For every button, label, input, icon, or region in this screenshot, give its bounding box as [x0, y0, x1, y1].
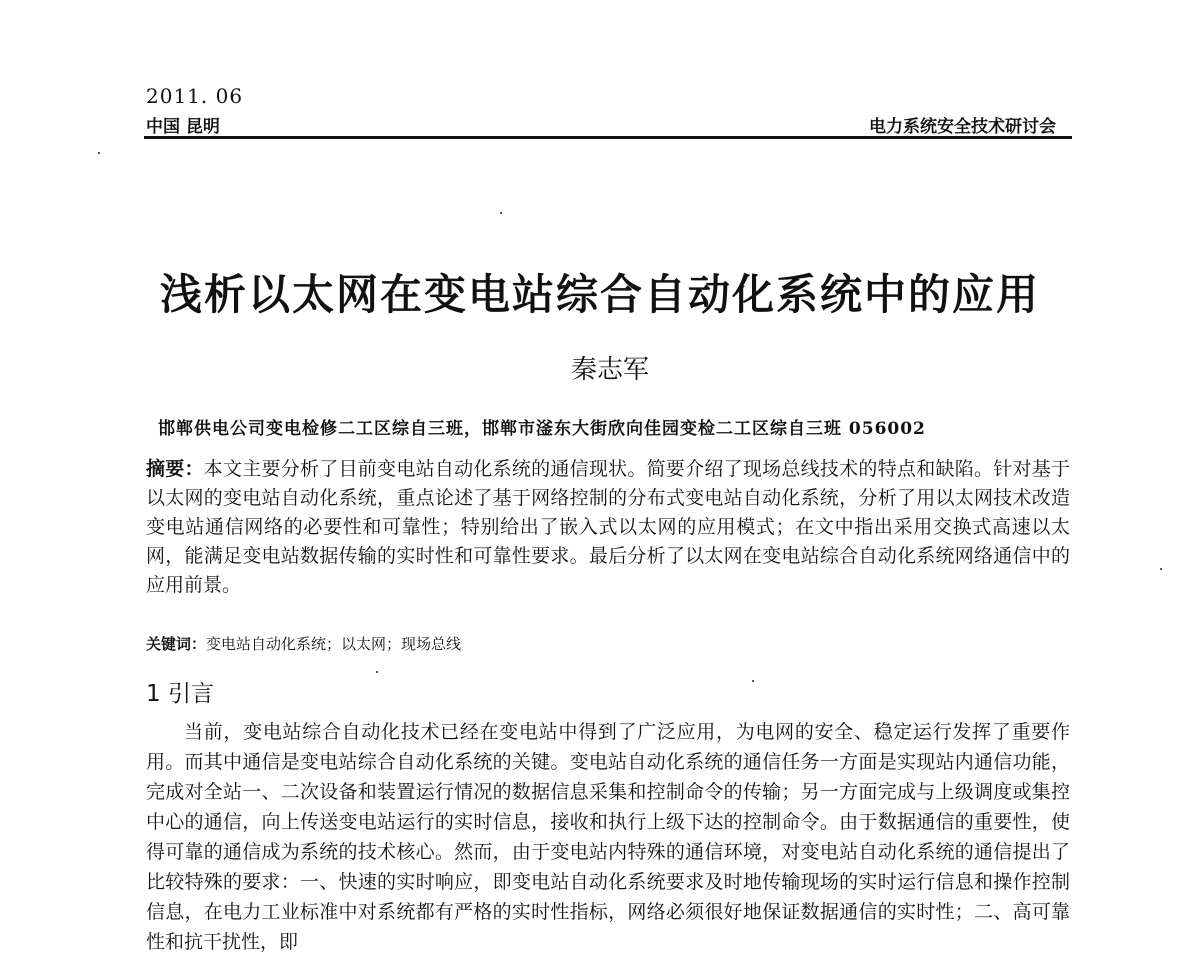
scan-speck: [1160, 568, 1162, 570]
scan-speck: [500, 212, 502, 214]
paper-affiliation: 邯郸供电公司变电检修二工区综自三班，邯郸市滏东大街欣向佳园变检二工区综自三班 056002: [158, 419, 926, 439]
paper-author: 秦志军: [570, 355, 649, 385]
section-heading: 1 引言: [146, 681, 214, 707]
header-conference: 电力系统安全技术研讨会: [869, 117, 1056, 137]
abstract-label: 摘要：: [146, 458, 204, 480]
keywords-line: [146, 633, 461, 654]
running-header: [146, 112, 1070, 136]
scan-speck: [752, 680, 754, 682]
scan-speck: [376, 671, 378, 673]
header-location: 中国 昆明: [146, 117, 220, 137]
section-body: 当前，变电站综合自动化技术已经在变电站中得到了广泛应用，为电网的安全、稳定运行发挥了重要作用。而其中通信是变电站综合自动化系统的关键。变电站自动化系统的通信任务一方面是实现站内通信功能，完成对全站一、二次设备和装置运行情况的数据信息采集和控制命令的传输；另一方面完成与上级调度或集控中心的通信，向上传送变电站运行的实时信息，接收和执行上级下达的控制命令。由于数据通信的重要性，使得可靠的通信成为系统的技术核心。然而，由于变电站内特殊的通信环境，对变电站自动化系统的通信提出了比较特殊的要求：一、快速的实时响应，即变电站自动化系统要求及时地传输现场的实时运行信息和操作控制信息，在电力工业标准中对系统都有严格的实时性指标，网络必须很好地保证数据通信的实时性；二、高可靠性和抗干扰性，即: [146, 721, 1070, 953]
paper-title: 浅析以太网在变电站综合自动化系统中的应用: [159, 270, 1040, 319]
header-rule: [144, 136, 1072, 139]
abstract-text: 本文主要分析了目前变电站自动化系统的通信现状。简要介绍了现场总线技术的特点和缺陷。针对基于以太网的变电站自动化系统，重点论述了基于网络控制的分布式变电站自动化系统，分析了用以太网技术改造变电站通信网络的必要性和可靠性；特别给出了嵌入式以太网的应用模式；在文中指出采用交换式高速以太网，能满足变电站数据传输的实时性和可靠性要求。最后分析了以太网在变电站综合自动化系统网络通信中的应用前景。: [146, 458, 1070, 596]
scan-speck: [98, 152, 100, 154]
keywords-text: 变电站自动化系统；以太网；现场总线: [206, 635, 462, 653]
keywords-label: 关键词：: [146, 635, 207, 653]
header-date: 2011. 06: [146, 84, 244, 108]
abstract-paragraph: [146, 455, 1070, 600]
